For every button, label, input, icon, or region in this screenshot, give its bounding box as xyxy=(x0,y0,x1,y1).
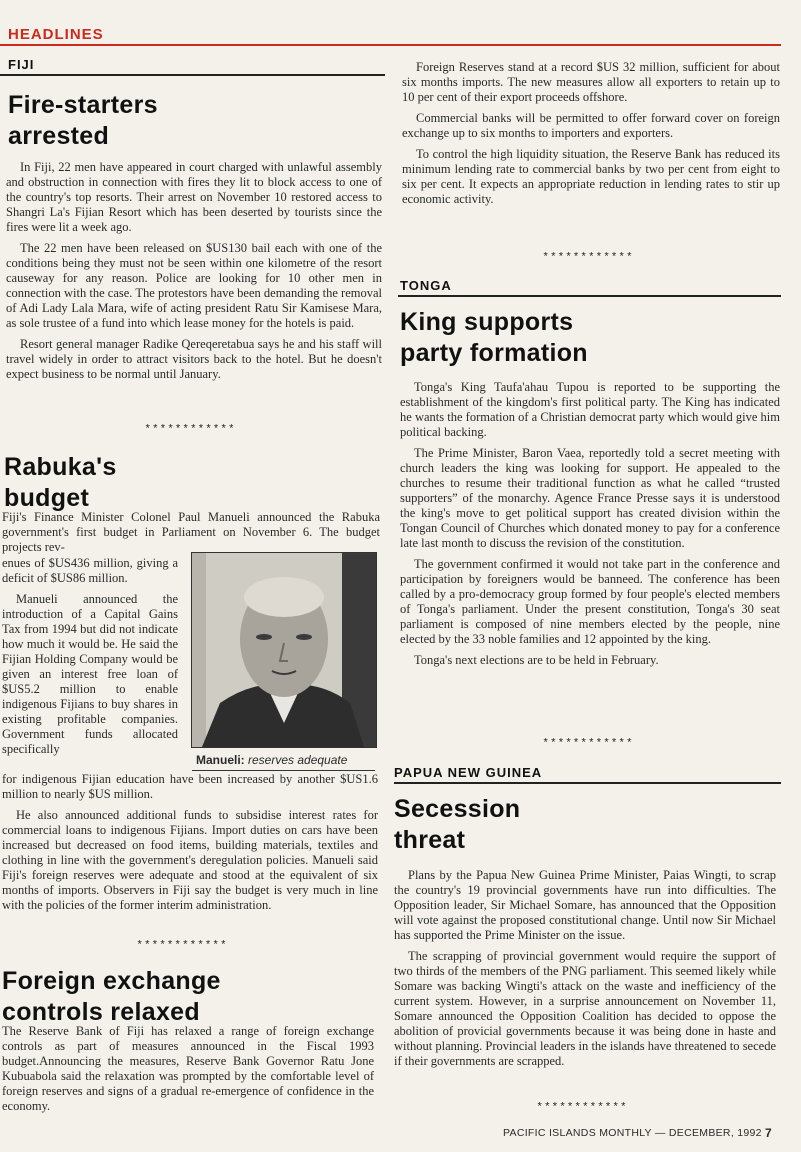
article-foreign-exchange xyxy=(2,1024,374,1120)
page-number: 7 xyxy=(765,1126,772,1140)
paragraph: The 22 men have been released on $US130 bail each with one of the conditions being they must not be seen within one kilometre of the resort causeway for any reason. Police are looking for 10 other men in connection with the case. The protestors have been demanding the removal of Adi Lady Lala Mara, wife of acting president Ratu Sir Kamisese Mara, as sole trustee of a fund into which lease money for the hotels is paid. xyxy=(6,241,382,330)
headline-line: budget xyxy=(4,484,90,512)
headline-line: party formation xyxy=(400,339,588,367)
paragraph: Manueli announced the introduction of a Capital Gains Tax from 1994 but did not indicate how much it would be. He said the Fijian Holding Company would be given an interest free loan of $US5.2 million to enable indigenous Fijians to buy shares in existing profitable companies. Government funds allocated specifically xyxy=(2,592,178,756)
headline-line: Rabuka's xyxy=(4,453,117,481)
caption-text: reserves adequate xyxy=(248,753,348,767)
paragraph: Foreign Reserves stand at a record $US 32 million, sufficient for about six months imports. The new measures allow all exporters to retain up to 10 per cent of their export proceeds offshore. xyxy=(402,60,780,104)
article-secession-threat xyxy=(394,868,776,1069)
caption-rule xyxy=(192,770,375,771)
headline-line: Fire-starters xyxy=(8,91,158,119)
paragraph: He also announced additional funds to subsidise interest rates for commercial loans to indigenous Fijians. Import duties on cars have been increased but decreased on food items, building materials, textiles and clothing in line with the government's deregulation policies. Manueli said Fiji's foreign reserves were adequate and stood at the equivalent of six months of imports. Observers in Fiji say the budget is very much in line with the policies of the former interim administration. xyxy=(2,808,378,912)
paragraph: The Prime Minister, Baron Vaea, reportedly told a secret meeting with church leaders the king was looking for support. He appealed to the churches to resume their traditional function as what he called “trusted supporters” of the monarchy. Agence France Presse says it is understood the king's move to get political support has created division within the Tongan Council of Churches which donated money to pay for a conference late last month to discuss the revision of the constitution. xyxy=(400,446,780,550)
photo-caption xyxy=(196,753,347,767)
headline-rabukas-budget xyxy=(4,452,374,514)
paragraph: Tonga's next elections are to be held in February. xyxy=(414,653,659,667)
headline-fire-starters xyxy=(8,90,378,152)
headline-line: Foreign exchange xyxy=(2,967,221,995)
article-king-supports xyxy=(400,380,780,674)
paragraph: enues of $US436 million, giving a deficit of $US86 million. xyxy=(2,556,178,585)
section-label-tonga: TONGA xyxy=(400,278,452,293)
header-rule xyxy=(0,44,781,46)
headline-foreign-exchange xyxy=(2,966,382,1028)
caption-name: Manueli: xyxy=(196,753,245,767)
paragraph: Commercial banks will be permitted to offer forward cover on foreign exchange up to six months to importers and exporters. xyxy=(402,111,780,140)
separator-stars: ************ xyxy=(542,738,634,750)
article-rabuka-cont xyxy=(2,772,378,919)
paragraph: In Fiji, 22 men have appeared in court charged with unlawful assembly and obstruction in connection with fires they lit to block access to one of the country's top resorts. Their arrest on November 10 restored access to Shangri La's Fijian Resort which has been deserted by tourists since the fires were lit a week ago. xyxy=(6,160,382,234)
article-rabuka-lead xyxy=(2,510,380,555)
separator-stars: ************ xyxy=(136,940,228,952)
headline-secession-threat xyxy=(394,794,774,856)
paragraph: Tonga's King Taufa'ahau Tupou is reported to be supporting the establishment of the kingdom's first political party. The King has indicated he wants the formation of a Christian democrat party which would give him political backing. xyxy=(400,380,780,439)
section-label-png: PAPUA NEW GUINEA xyxy=(394,765,543,780)
paragraph: To control the high liquidity situation, the Reserve Bank has reduced its minimum lending rate to commercial banks by two per cent from eight to six per cent. It expects an appropriate reduction in lending rates to stir up economic activity. xyxy=(402,147,780,206)
headline-line: Secession xyxy=(394,795,521,823)
headline-king-supports xyxy=(400,307,780,369)
section-rule-fiji xyxy=(0,74,385,76)
paragraph: The Reserve Bank of Fiji has relaxed a range of foreign exchange controls as part of measures announced in the Fiscal 1993 budget.Announcing the measures, Reserve Bank Governor Ratu Jone Kubuabola said the relaxation was prompted by the comfortable level of foreign reserves and signs of a gradual re-emergence of confidence in the economy. xyxy=(2,1024,374,1113)
headline-line: threat xyxy=(394,826,466,854)
separator-stars: ************ xyxy=(536,1102,628,1114)
section-rule-png xyxy=(394,782,781,784)
paragraph: for indigenous Fijian education have been increased by another $US1.6 million to nearly $US million. xyxy=(2,772,378,801)
manueli-photo xyxy=(191,552,377,748)
paragraph: Resort general manager Radike Qereqeretabua says he and his staff will travel widely in order to attract visitors back to the hotel. But he doesn't expect business to be normal until January. xyxy=(6,337,382,381)
paragraph: Plans by the Papua New Guinea Prime Minister, Paias Wingti, to scrap the country's 19 provincial governments have run into difficulties. The Opposition leader, Sir Michael Somare, has announced that the Opposition will vote against the proposed constitutional change. Until now Sir Michael has supported the Prime Minister on the issue. xyxy=(394,868,776,942)
portrait-image xyxy=(192,553,376,747)
article-fire-starters xyxy=(6,160,382,388)
headline-line: King supports xyxy=(400,308,574,336)
article-foreign-exchange-cont xyxy=(402,60,780,213)
headlines-kicker: HEADLINES xyxy=(8,26,104,43)
footer-publication: PACIFIC ISLANDS MONTHLY — DECEMBER, 1992 xyxy=(503,1127,762,1139)
headline-line: controls relaxed xyxy=(2,998,200,1026)
separator-stars: ************ xyxy=(144,424,236,436)
article-rabuka-narrow xyxy=(2,556,178,757)
paragraph: The government confirmed it would not take part in the conference and participation by foreigners would be banneed. The conference has been called by a pro-democracy group formed by four people's elected members of Tonga's parliament. Under the present constitution, Tonga's 30 seat parliament is composed of nine members elected by the people, nine elected by the 33 noble families and 12 appointed by the king. xyxy=(400,557,780,646)
section-rule-tonga xyxy=(398,295,781,297)
separator-stars: ************ xyxy=(542,252,634,264)
paragraph: The scrapping of provincial government would require the support of two thirds of the members of the PNG parliament. This seemed likely while Somare was backing Wingti's attack on the waste and inefficiency of the current system. However, in a surprise announcement on November 11, Somare announced the Opposition Coalition has decided to oppose the abolition of provicial governments because it was being done in haste and without planning. Provincial leaders in the islands have threatened to secede if their governments are scrapped. xyxy=(394,949,776,1068)
section-label-fiji: FIJI xyxy=(8,57,35,72)
paragraph: Fiji's Finance Minister Colonel Paul Manueli announced the Rabuka government's first budget in Parliament on November 6. The budget projects rev- xyxy=(2,510,380,554)
headline-line: arrested xyxy=(8,122,110,150)
